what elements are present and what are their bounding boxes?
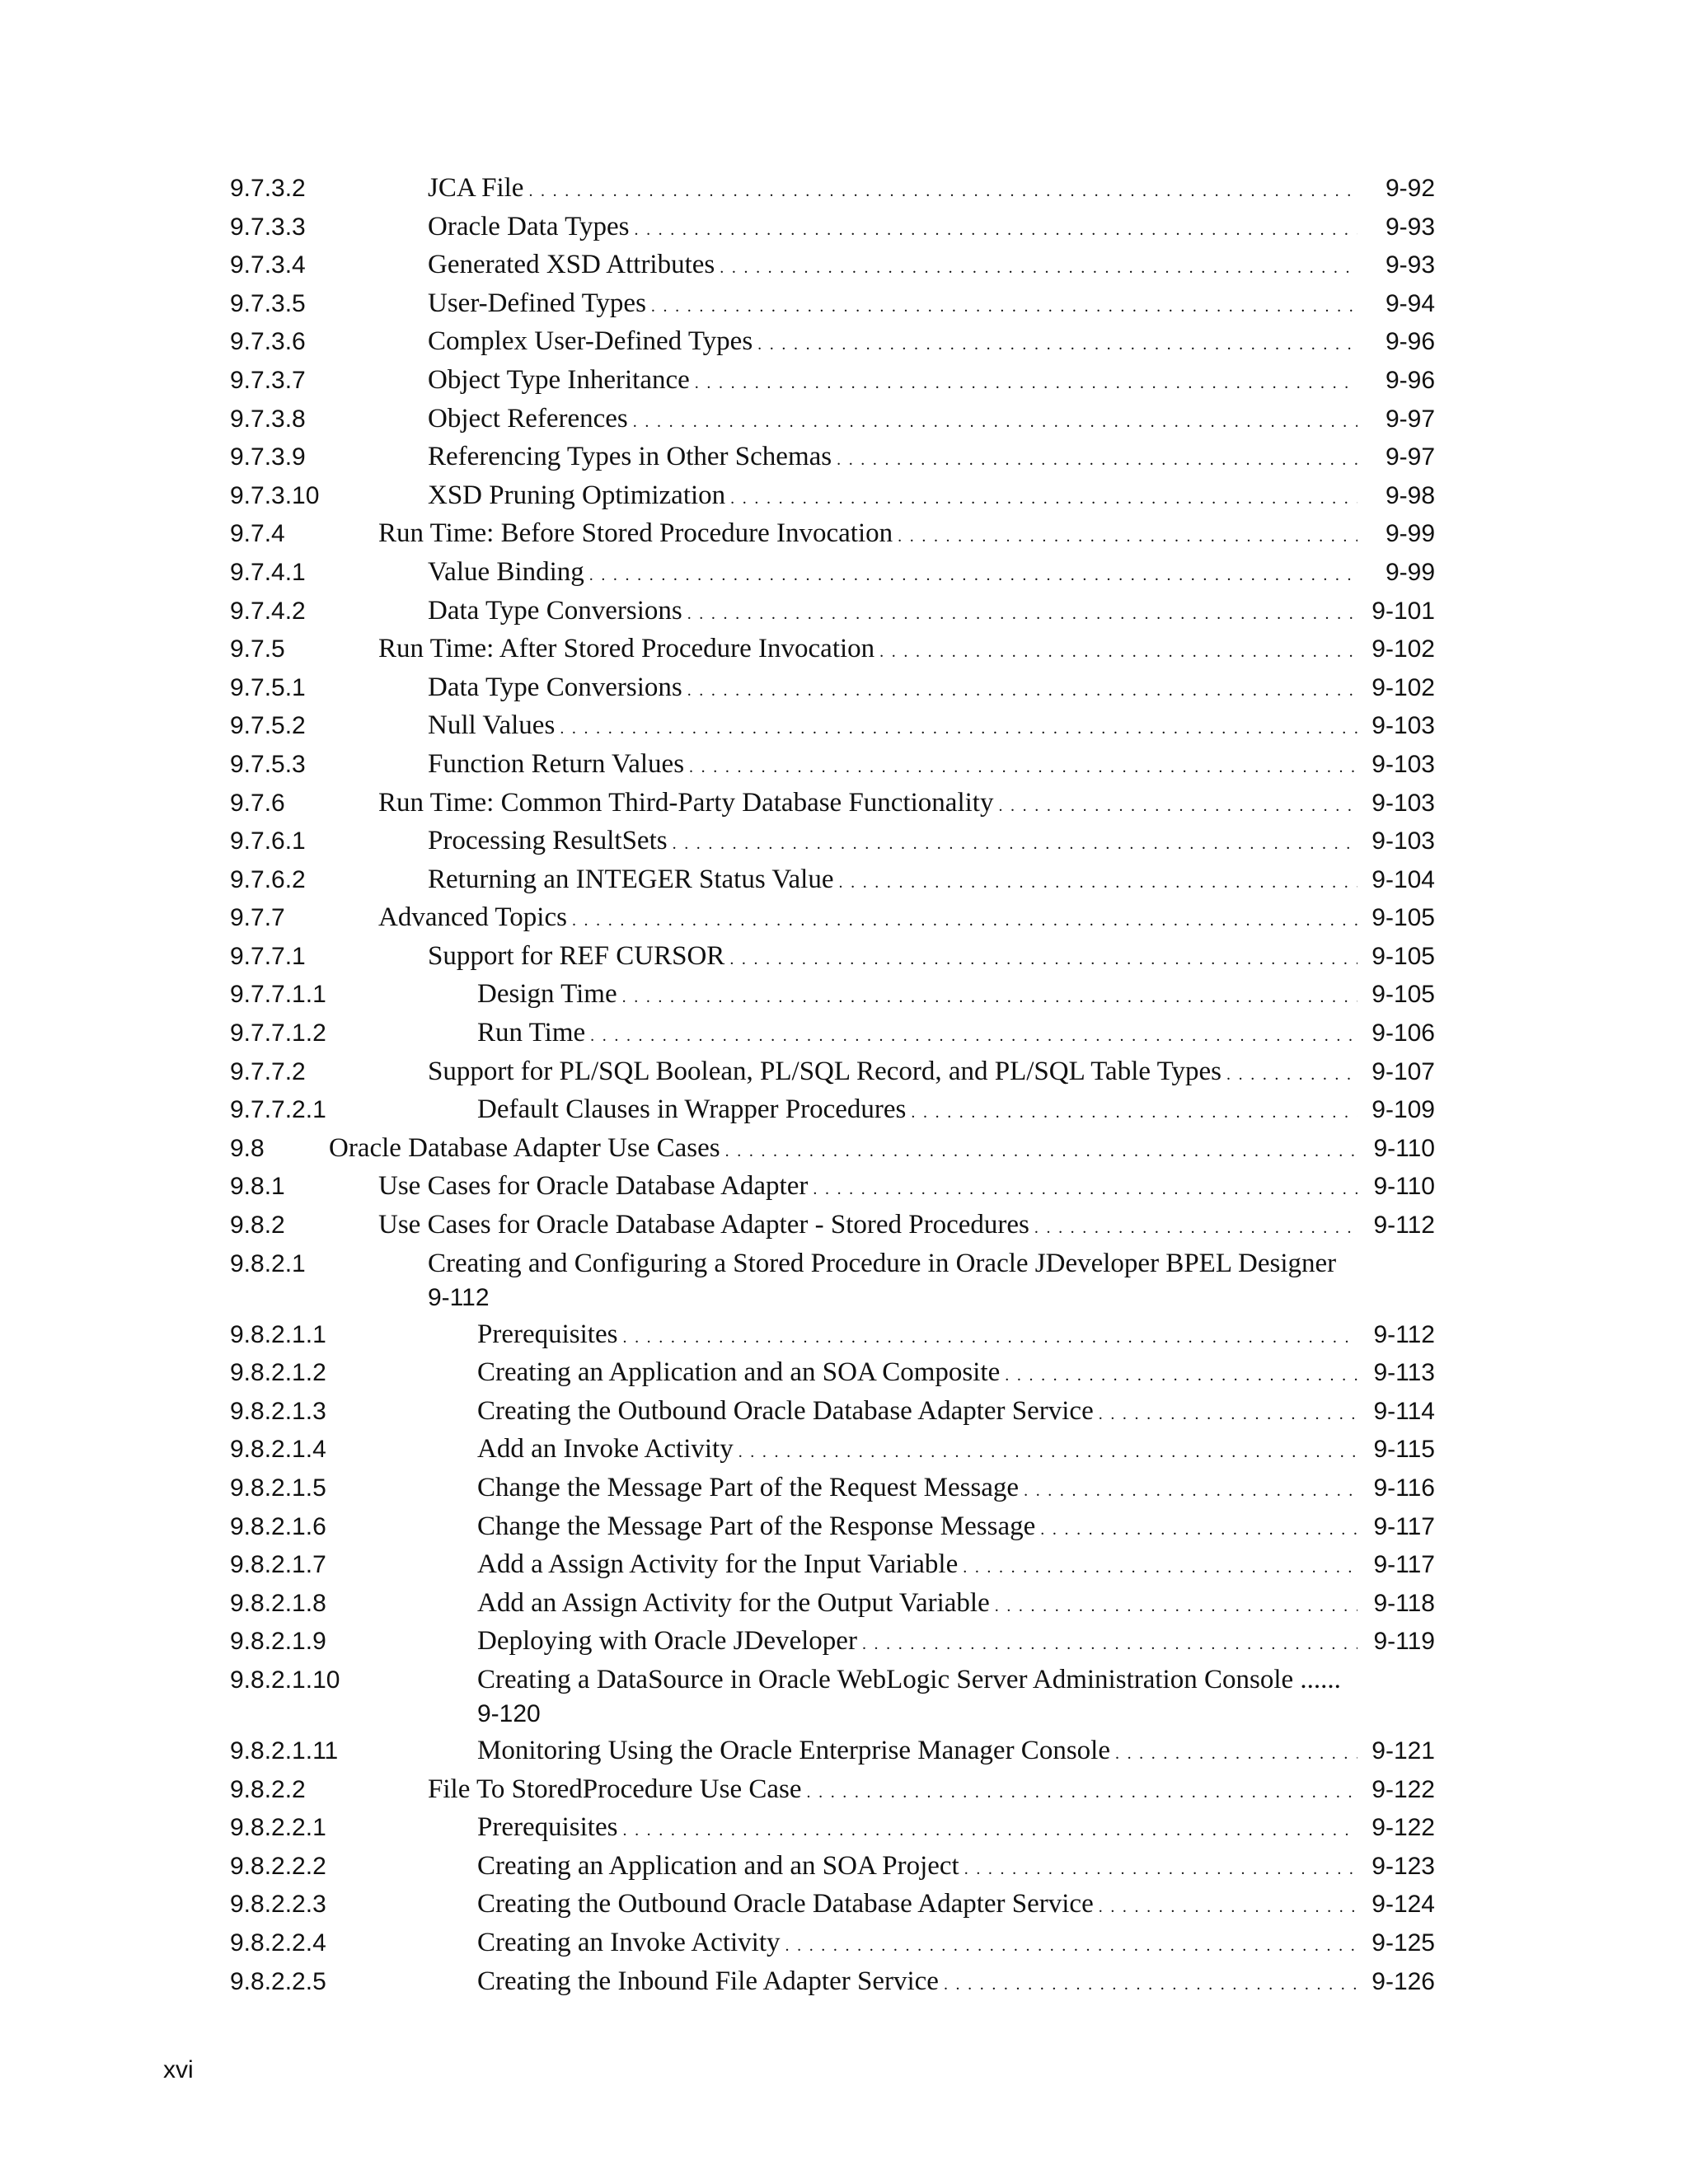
toc-entry[interactable] bbox=[230, 1770, 1435, 1809]
dot-leader bbox=[1024, 1472, 1357, 1510]
toc-entry-title: Creating the Inbound File Adapter Service bbox=[477, 1966, 939, 1996]
toc-entry[interactable] bbox=[230, 706, 1435, 745]
toc-entry[interactable] bbox=[230, 246, 1435, 284]
toc-entry-page: 9-105 bbox=[1372, 904, 1435, 932]
toc-entry-number: 9.7.7 bbox=[230, 904, 285, 932]
toc-entry-body bbox=[428, 860, 1435, 902]
toc-entry-title: JCA File bbox=[428, 173, 524, 203]
dot-leader bbox=[622, 1319, 1357, 1357]
dot-leader bbox=[1099, 1888, 1357, 1926]
toc-entry-page: 9-93 bbox=[1385, 213, 1435, 241]
toc-entry-body bbox=[477, 1469, 1435, 1510]
toc-entry-number: 9.7.6.2 bbox=[230, 865, 306, 893]
toc-entry-title: Use Cases for Oracle Database Adapter - Stored Procedures bbox=[378, 1210, 1029, 1240]
toc-entry[interactable] bbox=[230, 1847, 1435, 1886]
toc-entry-title: Monitoring Using the Oracle Enterprise Manager Console bbox=[477, 1735, 1110, 1765]
toc-entry[interactable] bbox=[230, 514, 1435, 553]
toc-entry-page: 9-106 bbox=[1372, 1019, 1435, 1047]
toc-entry-number: 9.7.3.7 bbox=[230, 366, 306, 394]
toc-entry-title: User-Defined Types bbox=[428, 288, 646, 318]
toc-entry[interactable] bbox=[230, 553, 1435, 592]
toc-entry-number: 9.8.2.2.3 bbox=[230, 1891, 326, 1919]
toc-entry-body bbox=[428, 553, 1435, 594]
toc-entry-number: 9.7.6 bbox=[230, 789, 285, 817]
toc-entry-page: 9-107 bbox=[1372, 1057, 1435, 1085]
dot-leader bbox=[634, 211, 1357, 249]
toc-entry-title: Object References bbox=[428, 403, 628, 434]
toc-entry-page: 9-123 bbox=[1372, 1852, 1435, 1880]
toc-entry-title: Run Time: Common Third-Party Database Functionality bbox=[378, 787, 994, 818]
toc-entry-title: Creating an Application and an SOA Project bbox=[477, 1850, 959, 1881]
toc-entry[interactable] bbox=[230, 784, 1435, 823]
dot-leader bbox=[998, 787, 1357, 825]
toc-entry[interactable] bbox=[230, 1924, 1435, 1962]
toc-entry-body bbox=[477, 1885, 1435, 1926]
toc-entry-body bbox=[428, 706, 1435, 748]
toc-entry-number: 9.7.4 bbox=[230, 520, 285, 548]
toc-entry-number: 9.7.4.1 bbox=[230, 558, 306, 586]
toc-entry[interactable] bbox=[230, 975, 1435, 1014]
toc-entry-number: 9.7.3.5 bbox=[230, 289, 306, 317]
toc-entry-number: 9.8.2.1.8 bbox=[230, 1589, 326, 1617]
toc-entry-number: 9.8.2.2.5 bbox=[230, 1967, 326, 1995]
toc-entry-number: 9.7.3.2 bbox=[230, 175, 306, 202]
toc-entry-title: Processing ResultSets bbox=[428, 826, 668, 856]
toc-entry-body bbox=[477, 1808, 1435, 1849]
toc-entry[interactable] bbox=[230, 1622, 1435, 1661]
toc-entry-body bbox=[378, 1206, 1435, 1247]
toc-entry[interactable] bbox=[230, 1315, 1435, 1354]
toc-entry-number: 9.7.5.3 bbox=[230, 750, 306, 778]
toc-entry-title: Complex User-Defined Types bbox=[428, 326, 753, 357]
toc-entry-number: 9.8.2.2.4 bbox=[230, 1929, 326, 1957]
dot-leader bbox=[729, 940, 1357, 978]
dot-leader bbox=[813, 1170, 1357, 1208]
toc-entry-number: 9.8.2.1.5 bbox=[230, 1474, 326, 1502]
toc-entry-number: 9.7.3.8 bbox=[230, 405, 306, 433]
toc-entry-body bbox=[477, 1392, 1435, 1433]
toc-entry-title: Oracle Database Adapter Use Cases bbox=[329, 1132, 720, 1163]
toc-entry-page: 9-99 bbox=[1385, 520, 1435, 548]
toc-entry-body bbox=[428, 1052, 1435, 1094]
dot-leader bbox=[730, 480, 1357, 518]
toc-entry-number: 9.8.2 bbox=[230, 1212, 285, 1240]
dot-leader bbox=[1040, 1511, 1357, 1549]
toc-entry-title: Creating an Application and an SOA Composite bbox=[477, 1357, 1001, 1388]
toc-entry-body bbox=[428, 937, 1435, 978]
toc-entry-title: Change the Message Part of the Response Message bbox=[477, 1511, 1036, 1541]
dot-leader bbox=[687, 595, 1357, 633]
toc-entry[interactable] bbox=[230, 476, 1435, 515]
dot-leader bbox=[1034, 1209, 1357, 1247]
toc-entry-body bbox=[477, 1962, 1435, 2004]
toc-entry-number: 9.7.3.4 bbox=[230, 251, 306, 279]
toc-entry-number: 9.7.5.1 bbox=[230, 673, 306, 701]
toc-entry-page: 9-96 bbox=[1385, 328, 1435, 356]
dot-leader bbox=[944, 1966, 1357, 2004]
toc-entry[interactable] bbox=[230, 1732, 1435, 1770]
toc-entry-title: Value Binding bbox=[428, 556, 584, 587]
toc-entry-title: Creating an Invoke Activity bbox=[477, 1927, 781, 1957]
toc-entry[interactable] bbox=[230, 1885, 1435, 1924]
dot-leader bbox=[757, 326, 1357, 363]
toc-entry-title: Deploying with Oracle JDeveloper bbox=[477, 1626, 857, 1657]
toc-entry-body bbox=[428, 476, 1435, 518]
toc-entry-page: 9-105 bbox=[1372, 981, 1435, 1009]
toc-entry[interactable] bbox=[230, 1014, 1435, 1052]
dot-leader bbox=[898, 518, 1357, 555]
toc-entry[interactable] bbox=[230, 937, 1435, 976]
toc-entry-page: 9-104 bbox=[1372, 865, 1435, 893]
toc-entry-page: 9-112 bbox=[1373, 1320, 1435, 1348]
dot-leader bbox=[807, 1774, 1358, 1811]
toc-entry-body bbox=[428, 822, 1435, 863]
toc-entry[interactable] bbox=[230, 1661, 1435, 1732]
toc-entry-number: 9.7.4.2 bbox=[230, 597, 306, 625]
toc-entry-title: Creating the Outbound Oracle Database Adapter Service bbox=[477, 1889, 1094, 1919]
dot-leader bbox=[879, 633, 1357, 671]
toc-entry-number: 9.8.2.1.1 bbox=[230, 1320, 326, 1348]
toc-entry-page: 9-112 bbox=[1373, 1212, 1435, 1240]
dot-leader bbox=[633, 403, 1357, 441]
toc-entry-page: 9-102 bbox=[1372, 635, 1435, 663]
toc-entry-page: 9-96 bbox=[1385, 366, 1435, 394]
toc-entry[interactable] bbox=[230, 208, 1435, 246]
toc-entry-page: 9-116 bbox=[1373, 1474, 1435, 1502]
toc-entry-title: Add an Assign Activity for the Output Variable bbox=[477, 1587, 990, 1618]
toc-entry[interactable] bbox=[230, 1584, 1435, 1623]
dot-leader bbox=[964, 1850, 1357, 1888]
toc-entry-page: 9-109 bbox=[1372, 1096, 1435, 1124]
toc-entry-title: Add a Assign Activity for the Input Variable bbox=[477, 1549, 959, 1580]
toc-entry-number: 9.7.7.2.1 bbox=[230, 1096, 326, 1124]
dot-leader bbox=[725, 1132, 1357, 1170]
toc-entry-page: 9-94 bbox=[1385, 289, 1435, 317]
toc-entry[interactable] bbox=[230, 1353, 1435, 1392]
toc-entry-title: Default Clauses in Wrapper Procedures bbox=[477, 1094, 907, 1125]
toc-entry-number: 9.7.7.1.2 bbox=[230, 1019, 326, 1047]
dot-leader bbox=[651, 288, 1357, 326]
toc-entry-body bbox=[428, 1770, 1435, 1811]
toc-entry-page: 9-105 bbox=[1372, 942, 1435, 970]
toc-entry-title: Prerequisites bbox=[477, 1812, 618, 1843]
toc-entry-body bbox=[477, 1732, 1435, 1773]
toc-entry-page: 9-103 bbox=[1372, 712, 1435, 740]
toc-entry-title: File To StoredProcedure Use Case bbox=[428, 1774, 802, 1804]
toc-entry-page: 9-125 bbox=[1372, 1929, 1435, 1957]
toc-entry-body bbox=[477, 1924, 1435, 1965]
dot-leader bbox=[911, 1094, 1357, 1132]
toc-entry-body bbox=[477, 1315, 1435, 1357]
toc-entry-title: Advanced Topics bbox=[378, 902, 567, 933]
toc-entry[interactable] bbox=[230, 592, 1435, 630]
toc-entry-title: Creating a DataSource in Oracle WebLogic Server Administration Console ...... bbox=[477, 1661, 1435, 1699]
toc-entry-number: 9.7.6.1 bbox=[230, 827, 306, 855]
dot-leader bbox=[785, 1927, 1358, 1965]
toc-entry-page: 9-102 bbox=[1372, 673, 1435, 701]
toc-entry-number: 9.8 bbox=[230, 1134, 265, 1162]
toc-entry-page: 9-115 bbox=[1373, 1436, 1435, 1464]
toc-entry-body bbox=[477, 1584, 1435, 1625]
toc-entry-page: 9-98 bbox=[1385, 481, 1435, 509]
dot-leader bbox=[622, 1811, 1357, 1849]
toc-entry-body bbox=[378, 514, 1435, 555]
toc-entry[interactable] bbox=[230, 1090, 1435, 1129]
toc-entry-body bbox=[428, 1244, 1435, 1314]
toc-entry-title: Object Type Inheritance bbox=[428, 364, 690, 395]
toc-entry-page: 9-120 bbox=[477, 1699, 541, 1727]
toc-entry[interactable] bbox=[230, 1244, 1435, 1315]
dot-leader bbox=[528, 172, 1357, 210]
toc-entry-title: Function Return Values bbox=[428, 748, 685, 779]
toc-entry[interactable] bbox=[230, 1206, 1435, 1244]
toc-entry[interactable] bbox=[230, 1129, 1435, 1168]
toc-entry-number: 9.8.2.2.1 bbox=[230, 1814, 326, 1842]
toc-entry-body bbox=[477, 1353, 1435, 1394]
toc-entry-title: Add an Invoke Activity bbox=[477, 1434, 734, 1465]
toc-entry[interactable] bbox=[230, 668, 1435, 707]
toc-entry-number: 9.8.2.1.3 bbox=[230, 1397, 326, 1425]
dot-leader bbox=[837, 441, 1357, 479]
toc-entry[interactable] bbox=[230, 1808, 1435, 1847]
toc-entry-body bbox=[428, 169, 1435, 210]
toc-entry-page: 9-99 bbox=[1385, 558, 1435, 586]
toc-entry-body bbox=[477, 975, 1435, 1016]
toc-entry-number: 9.7.3.9 bbox=[230, 443, 306, 471]
toc-entry-body bbox=[477, 1430, 1435, 1471]
toc-entry-page: 9-122 bbox=[1372, 1775, 1435, 1803]
dot-leader bbox=[720, 249, 1357, 287]
toc-entry-number: 9.8.2.1.9 bbox=[230, 1628, 326, 1656]
toc-entry-number: 9.7.5 bbox=[230, 635, 285, 663]
toc-entry[interactable] bbox=[230, 1469, 1435, 1507]
toc-entry[interactable] bbox=[230, 630, 1435, 668]
dot-leader bbox=[862, 1625, 1357, 1663]
toc-entry-page: 9-117 bbox=[1373, 1512, 1435, 1540]
dot-leader bbox=[590, 1017, 1357, 1055]
dot-leader bbox=[1099, 1395, 1357, 1433]
toc-entry-body bbox=[329, 1129, 1435, 1170]
toc-entry[interactable] bbox=[230, 1962, 1435, 2001]
toc-entry[interactable] bbox=[230, 361, 1435, 400]
toc-entry-body bbox=[428, 400, 1435, 441]
dot-leader bbox=[687, 672, 1357, 710]
toc-entry-body bbox=[477, 1545, 1435, 1586]
dot-leader bbox=[1005, 1357, 1357, 1394]
dot-leader bbox=[560, 710, 1357, 748]
toc-entry-page: 9-122 bbox=[1372, 1814, 1435, 1842]
toc-entry[interactable] bbox=[230, 1430, 1435, 1469]
toc-entry-page: 9-103 bbox=[1372, 789, 1435, 817]
dot-leader bbox=[738, 1433, 1357, 1471]
toc-entry-number: 9.8.2.2 bbox=[230, 1775, 306, 1803]
toc-entry[interactable] bbox=[230, 1052, 1435, 1091]
toc-entry-title: Generated XSD Attributes bbox=[428, 250, 715, 280]
toc-entry-body bbox=[378, 630, 1435, 671]
toc-entry[interactable] bbox=[230, 860, 1435, 899]
toc-entry-page: 9-103 bbox=[1372, 750, 1435, 778]
toc-entry-body bbox=[477, 1090, 1435, 1132]
toc-entry-page: 9-126 bbox=[1372, 1967, 1435, 1995]
toc-entry-title: Null Values bbox=[428, 710, 556, 741]
toc-entry-title: XSD Pruning Optimization bbox=[428, 480, 726, 510]
toc-entry-title: Referencing Types in Other Schemas bbox=[428, 442, 832, 472]
toc-entry-number: 9.8.2.1.2 bbox=[230, 1359, 326, 1387]
dot-leader bbox=[589, 556, 1357, 594]
toc-entry-page: 9-119 bbox=[1373, 1628, 1435, 1656]
toc-entry-title: Run Time: Before Stored Procedure Invocation bbox=[378, 518, 893, 549]
toc-entry-number: 9.8.1 bbox=[230, 1173, 285, 1201]
toc-entry-title: Creating and Configuring a Stored Procedure in Oracle JDeveloper BPEL Designer bbox=[428, 1248, 1337, 1278]
toc-entry[interactable] bbox=[230, 284, 1435, 323]
page-folio: xvi bbox=[163, 2056, 194, 2083]
toc-entry-title: Run Time bbox=[477, 1018, 586, 1048]
dot-leader bbox=[1226, 1056, 1357, 1094]
toc-entry-body bbox=[477, 1661, 1435, 1730]
toc-entry-body bbox=[428, 208, 1435, 249]
dot-leader bbox=[572, 902, 1357, 940]
toc-entry-page: 9-92 bbox=[1385, 175, 1435, 202]
table-of-contents bbox=[230, 169, 1435, 2000]
dot-leader bbox=[673, 825, 1357, 863]
toc-entry-number: 9.8.2.1 bbox=[230, 1249, 306, 1277]
toc-entry[interactable] bbox=[230, 400, 1435, 438]
toc-entry-page: 9-121 bbox=[1372, 1736, 1435, 1765]
toc-entry-number: 9.8.2.1.6 bbox=[230, 1512, 326, 1540]
toc-entry-number: 9.7.3.10 bbox=[230, 481, 320, 509]
toc-entry-title: Data Type Conversions bbox=[428, 672, 682, 702]
toc-entry-number: 9.8.2.1.4 bbox=[230, 1436, 326, 1464]
toc-entry-number: 9.7.3.6 bbox=[230, 328, 306, 356]
toc-entry-body bbox=[428, 438, 1435, 479]
toc-entry-page: 9-101 bbox=[1372, 597, 1435, 625]
toc-entry-page: 9-114 bbox=[1373, 1397, 1435, 1425]
toc-entry-body bbox=[378, 898, 1435, 940]
toc-entry-body bbox=[378, 1167, 1435, 1208]
toc-entry-number: 9.8.2.2.2 bbox=[230, 1852, 326, 1880]
toc-entry[interactable] bbox=[230, 438, 1435, 476]
toc-entry-body bbox=[428, 745, 1435, 786]
toc-entry[interactable] bbox=[230, 822, 1435, 860]
toc-entry-number: 9.7.7.2 bbox=[230, 1057, 306, 1085]
toc-entry[interactable] bbox=[230, 1167, 1435, 1206]
dot-leader bbox=[695, 364, 1357, 402]
dot-leader bbox=[622, 978, 1357, 1016]
toc-entry-body bbox=[428, 592, 1435, 633]
toc-entry-page: 9-113 bbox=[1373, 1359, 1435, 1387]
toc-entry-title: Data Type Conversions bbox=[428, 595, 682, 626]
toc-entry-page: 9-110 bbox=[1373, 1173, 1435, 1201]
toc-entry-page: 9-97 bbox=[1385, 443, 1435, 471]
toc-entry-body bbox=[428, 284, 1435, 326]
toc-entry[interactable] bbox=[230, 1392, 1435, 1431]
dot-leader bbox=[963, 1549, 1357, 1586]
toc-entry-title: Design Time bbox=[477, 979, 617, 1010]
toc-entry-page: 9-112 bbox=[428, 1283, 490, 1311]
toc-entry-number: 9.7.7.1 bbox=[230, 942, 306, 970]
toc-entry[interactable] bbox=[230, 1507, 1435, 1546]
toc-entry-body bbox=[477, 1847, 1435, 1888]
toc-entry-body bbox=[428, 322, 1435, 363]
toc-entry-number: 9.8.2.1.7 bbox=[230, 1551, 326, 1579]
toc-entry-title: Creating the Outbound Oracle Database Adapter Service bbox=[477, 1395, 1094, 1426]
toc-entry-title: Run Time: After Stored Procedure Invocation bbox=[378, 634, 875, 664]
toc-entry-page: 9-124 bbox=[1372, 1891, 1435, 1919]
toc-entry-title: Prerequisites bbox=[477, 1319, 618, 1349]
toc-entry-body bbox=[477, 1622, 1435, 1663]
toc-entry-number: 9.7.3.3 bbox=[230, 213, 306, 241]
toc-entry-number: 9.7.7.1.1 bbox=[230, 981, 326, 1009]
toc-entry-number: 9.8.2.1.10 bbox=[230, 1666, 340, 1694]
toc-entry-title: Change the Message Part of the Request Message bbox=[477, 1473, 1020, 1502]
toc-entry[interactable] bbox=[230, 745, 1435, 784]
toc-entry[interactable] bbox=[230, 169, 1435, 208]
toc-entry-title: Use Cases for Oracle Database Adapter bbox=[378, 1171, 809, 1202]
dot-leader bbox=[689, 748, 1357, 786]
toc-entry[interactable] bbox=[230, 322, 1435, 361]
toc-entry-title: Returning an INTEGER Status Value bbox=[428, 864, 834, 894]
toc-entry-body bbox=[428, 246, 1435, 287]
toc-entry-body bbox=[428, 668, 1435, 710]
toc-entry-page: 9-110 bbox=[1373, 1134, 1435, 1162]
toc-entry-body bbox=[378, 784, 1435, 825]
toc-entry-title: Support for REF CURSOR bbox=[428, 940, 725, 971]
dot-leader bbox=[995, 1587, 1357, 1625]
toc-entry-body bbox=[428, 361, 1435, 402]
dot-leader bbox=[1115, 1735, 1357, 1773]
toc-entry-page: 9-118 bbox=[1373, 1589, 1435, 1617]
toc-entry-number: 9.8.2.1.11 bbox=[230, 1736, 339, 1765]
toc-entry[interactable] bbox=[230, 898, 1435, 937]
toc-entry-page: 9-117 bbox=[1373, 1551, 1435, 1579]
toc-entry-body bbox=[477, 1507, 1435, 1549]
toc-entry-number: 9.7.5.2 bbox=[230, 712, 306, 740]
toc-entry-title: Support for PL/SQL Boolean, PL/SQL Record, and PL/SQL Table Types bbox=[428, 1056, 1222, 1086]
toc-entry-body bbox=[477, 1014, 1435, 1055]
toc-entry-page: 9-93 bbox=[1385, 251, 1435, 279]
toc-entry[interactable] bbox=[230, 1545, 1435, 1584]
toc-entry-title: Oracle Data Types bbox=[428, 211, 630, 241]
dot-leader bbox=[839, 864, 1358, 902]
toc-entry-page: 9-97 bbox=[1385, 405, 1435, 433]
toc-entry-page: 9-103 bbox=[1372, 827, 1435, 855]
